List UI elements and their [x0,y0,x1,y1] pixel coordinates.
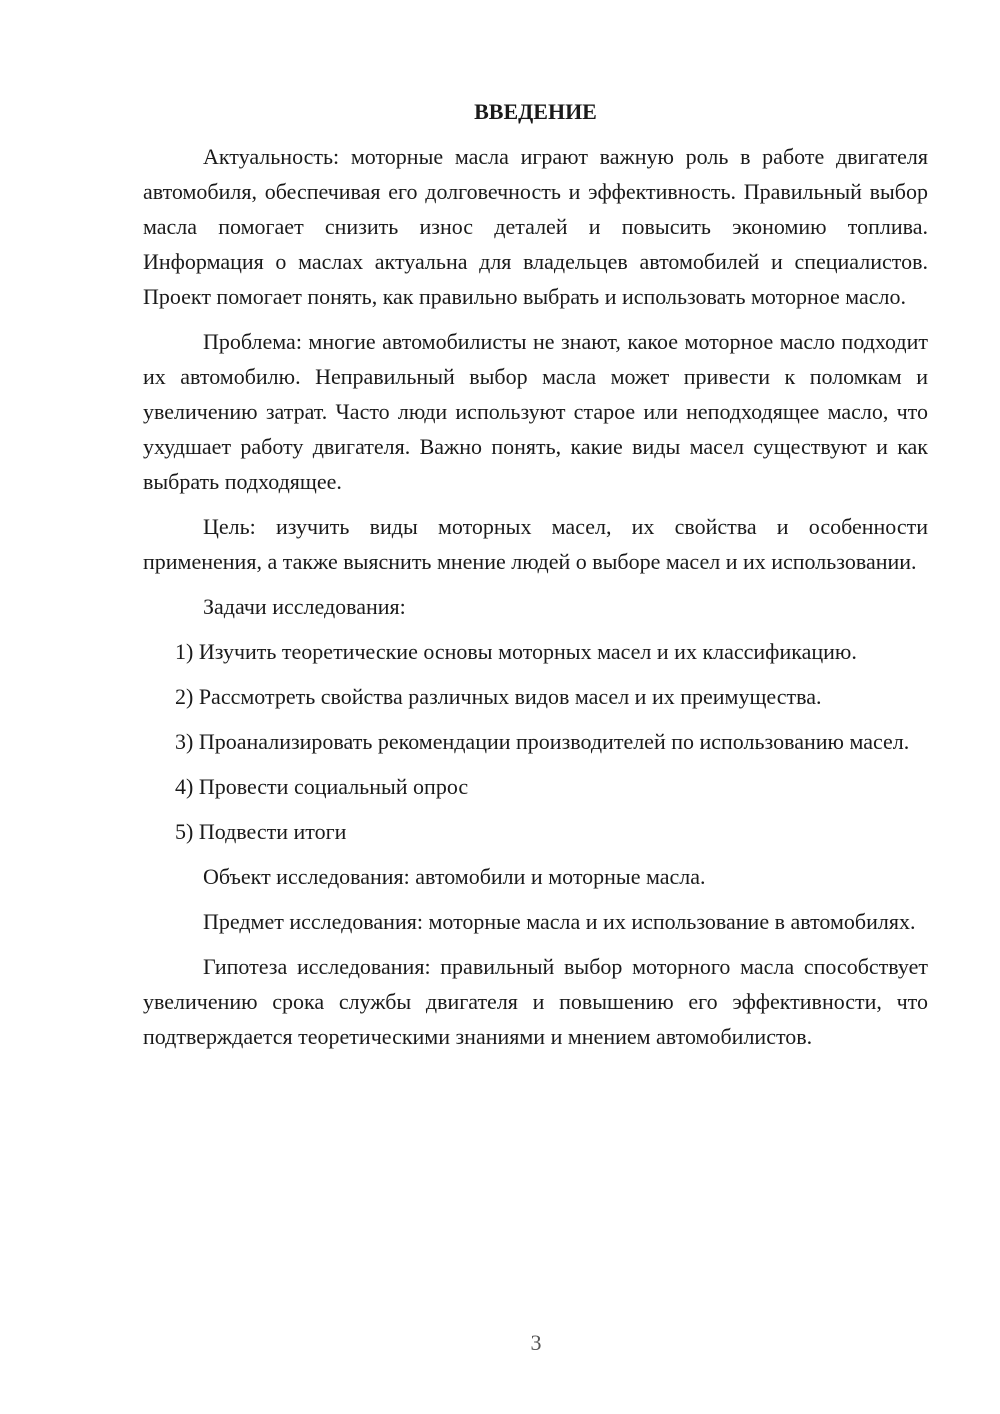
paragraph-object: Объект исследования: автомобили и моторные масла. [203,864,706,889]
page-number: 3 [530,1330,542,1355]
task-item-3: 3) Проанализировать рекомендации производителей по использованию масел. [175,729,910,754]
paragraph-goal: Цель: изучить виды моторных масел, их свойства и особенности применения, а также выяснить мнение людей о выборе масел и их использовании. [143,514,928,574]
paragraph-problem: Проблема: многие автомобилисты не знают, какое моторное масло подходит их автомобилю. Неправильный выбор масла может привести к поломкам и увеличению затрат. Часто люди используют старое или неподходящее масло, что ухудшает работу двигателя. Важно понять, какие виды масел существуют и как выбрать подходящее. [143,329,928,494]
tasks-heading: Задачи исследования: [203,594,406,619]
document-body [143,94,928,1064]
paragraph-relevance: Актуальность: моторные масла играют важную роль в работе двигателя автомобиля, обеспечивая его долговечность и эффективность. Правильный выбор масла помогает снизить износ деталей и повысить экономию топлива. Информация о маслах актуальна для владельцев автомобилей и специалистов. Проект помогает понять, как правильно выбрать и использовать моторное масло. [143,144,928,309]
task-item-1: 1) Изучить теоретические основы моторных масел и их классификацию. [175,639,857,664]
paragraph-hypothesis: Гипотеза исследования: правильный выбор моторного масла способствует увеличению срока службы двигателя и повышению его эффективности, что подтверждается теоретическими знаниями и мнением автомобилистов. [143,954,928,1049]
paragraph-subject: Предмет исследования: моторные масла и их использование в автомобилях. [203,909,916,934]
task-item-4: 4) Провести социальный опрос [175,774,469,799]
task-item-2: 2) Рассмотреть свойства различных видов масел и их преимущества. [175,684,822,709]
task-item-5: 5) Подвести итоги [175,819,347,844]
section-title: ВВЕДЕНИЕ [474,99,597,124]
